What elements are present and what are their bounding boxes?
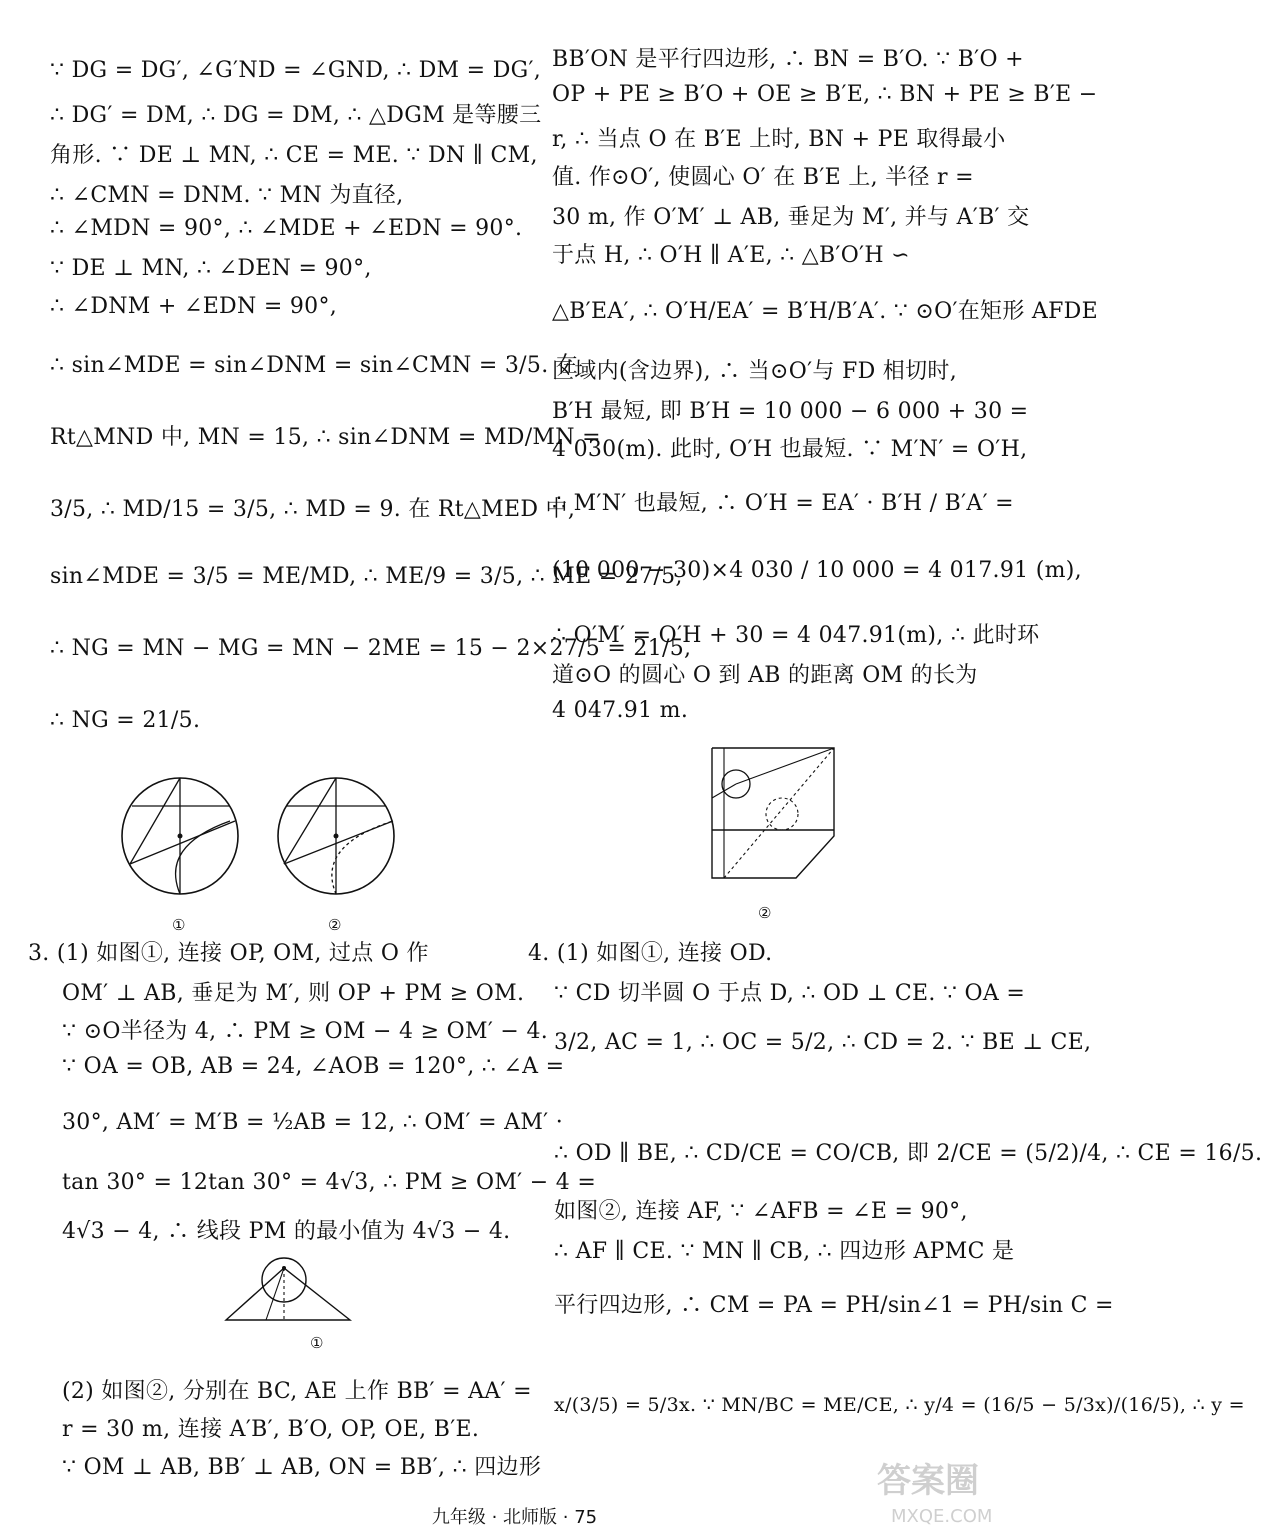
text-line: ∵ CD 切半圆 O 于点 D, ∴ OD ⊥ CE. ∵ OA = (554, 981, 1026, 1006)
text-line: ∴ ∠CMN = DNM. ∵ MN 为直径, (50, 183, 404, 208)
text-line: 4 030(m). 此时, O′H 也最短. ∵ M′N′ = O′H, (552, 437, 1028, 462)
text-line: 4 047.91 m. (552, 698, 689, 723)
text-line: ∴ O′M′ = O′H + 30 = 4 047.91(m), ∴ 此时环 (552, 623, 1040, 648)
text-line: ∵ ⊙O半径为 4, ∴ PM ≥ OM − 4 ≥ OM′ − 4. (62, 1019, 549, 1044)
text-line: 角形. ∵ DE ⊥ MN, ∴ CE = ME. ∵ DN ∥ CM, (50, 143, 538, 168)
text-line: ∴ DG′ = DM, ∴ DG = DM, ∴ △DGM 是等腰三 (50, 103, 542, 128)
text-line: 4. (1) 如图①, 连接 OD. (528, 941, 773, 966)
text-line: 于点 H, ∴ O′H ∥ A′E, ∴ △B′O′H ∽ (552, 243, 910, 268)
text-line: ∴ OD ∥ BE, ∴ CD/CE = CO/CB, 即 2/CE = (5/2)/4, ∴ CE = 16/5. (554, 1141, 1262, 1166)
text-line: ∴ ∠DNM + ∠EDN = 90°, (50, 294, 338, 319)
page-footer: 九年级 · 北师版 · 75 (431, 1507, 598, 1528)
text-line: 4√3 − 4, ∴ 线段 PM 的最小值为 4√3 − 4. (62, 1219, 511, 1244)
text-line: r, ∴ 当点 O 在 B′E 上时, BN + PE 取得最小 (552, 127, 1006, 152)
figure-caption: ② (328, 916, 342, 934)
text-line: ∵ DE ⊥ MN, ∴ ∠DEN = 90°, (50, 256, 372, 281)
text-line: 30°, AM′ = M′B = ½AB = 12, ∴ OM′ = AM′ · (62, 1110, 564, 1135)
text-line: 3/2, AC = 1, ∴ OC = 5/2, ∴ CD = 2. ∵ BE ⊥ CE, (554, 1030, 1092, 1055)
text-line: BB′ON 是平行四边形, ∴ BN = B′O. ∵ B′O + (552, 47, 1024, 72)
figure-caption: ① (310, 1334, 324, 1352)
text-line: ∴ AF ∥ CE. ∵ MN ∥ CB, ∴ 四边形 APMC 是 (554, 1239, 1015, 1264)
text-line: Rt△MND 中, MN = 15, ∴ sin∠DNM = MD/MN = (50, 425, 601, 450)
text-line: ∴ NG = 21/5. (50, 708, 201, 733)
watermark-logo (869, 1442, 1019, 1532)
text-line: OM′ ⊥ AB, 垂足为 M′, 则 OP + PM ≥ OM. (62, 981, 525, 1006)
text-line: ∴ M′N′ 也最短, ∴ O′H = EA′ · B′H / B′A′ = (552, 491, 1014, 516)
circle-figure-1 (120, 766, 240, 906)
text-line: 平行四边形, ∴ CM = PA = PH/sin∠1 = PH/sin C = (554, 1293, 1114, 1318)
text-line: 值. 作⊙O′, 使圆心 O′ 在 B′E 上, 半径 r = (552, 165, 974, 190)
rectangle-figure-2 (696, 738, 866, 898)
text-line: sin∠MDE = 3/5 = ME/MD, ∴ ME/9 = 3/5, ∴ ME = 27/5, (50, 564, 683, 589)
svg-text:MXQE.COM: MXQE.COM (891, 1506, 993, 1527)
text-line: △B′EA′, ∴ O′H/EA′ = B′H/B′A′. ∵ ⊙O′在矩形 AFDE (552, 299, 1098, 324)
text-line: ∵ OM ⊥ AB, BB′ ⊥ AB, ON = BB′, ∴ 四边形 (62, 1455, 542, 1480)
text-line: (2) 如图②, 分别在 BC, AE 上作 BB′ = AA′ = (62, 1379, 532, 1404)
text-line: OP + PE ≥ B′O + OE ≥ B′E, ∴ BN + PE ≥ B′E − (552, 82, 1098, 107)
text-line: 3. (1) 如图①, 连接 OP, OM, 过点 O 作 (28, 941, 429, 966)
text-line: 如图②, 连接 AF, ∵ ∠AFB = ∠E = 90°, (554, 1199, 968, 1224)
svg-text:答案圈: 答案圈 (877, 1461, 979, 1501)
text-line: ∴ ∠MDN = 90°, ∴ ∠MDE + ∠EDN = 90°. (50, 216, 523, 241)
text-line: ∵ OA = OB, AB = 24, ∠AOB = 120°, ∴ ∠A = (62, 1054, 565, 1079)
text-line: tan 30° = 12tan 30° = 4√3, ∴ PM ≥ OM′ − 4 = (62, 1170, 597, 1195)
text-line: (10 000 − 30)×4 030 / 10 000 = 4 017.91 (m), (552, 558, 1082, 583)
text-line: ∵ DG = DG′, ∠G′ND = ∠GND, ∴ DM = DG′, (50, 58, 542, 83)
text-line: 区域内(含边界), ∴ 当⊙O′与 FD 相切时, (552, 359, 957, 384)
figure-caption: ② (758, 904, 772, 922)
triangle-figure-1 (220, 1254, 360, 1336)
text-line: B′H 最短, 即 B′H = 10 000 − 6 000 + 30 = (552, 399, 1029, 424)
text-line: r = 30 m, 连接 A′B′, B′O, OP, OE, B′E. (62, 1417, 480, 1442)
text-line: 30 m, 作 O′M′ ⊥ AB, 垂足为 M′, 并与 A′B′ 交 (552, 205, 1030, 230)
text-line: 3/5, ∴ MD/15 = 3/5, ∴ MD = 9. 在 Rt△MED 中, (50, 497, 576, 522)
circle-figure-2 (276, 766, 406, 906)
text-line: x/(3/5) = 5/3x. ∵ MN/BC = ME/CE, ∴ y/4 = (16/5 − 5/3x)/(16/5), ∴ y = (554, 1394, 1245, 1416)
text-line: 道⊙O 的圆心 O 到 AB 的距离 OM 的长为 (552, 663, 978, 688)
text-line: ∴ NG = MN − MG = MN − 2ME = 15 − 2×27/5 = 21/5, (50, 636, 692, 661)
figure-caption: ① (172, 916, 186, 934)
text-line: ∴ sin∠MDE = sin∠DNM = sin∠CMN = 3/5. 在 (50, 353, 579, 378)
